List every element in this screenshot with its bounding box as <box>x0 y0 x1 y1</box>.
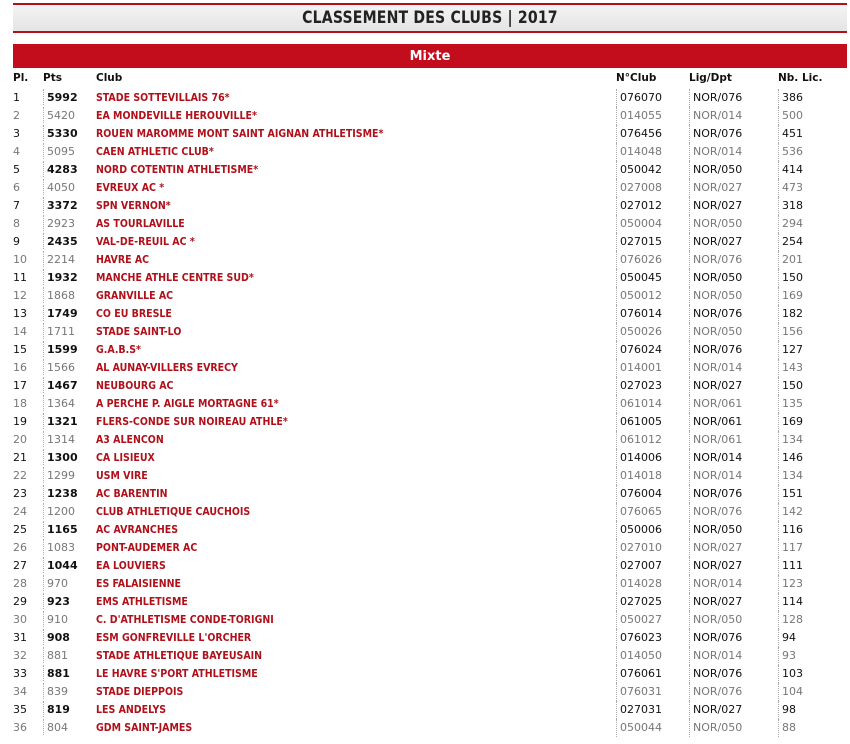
points-cell: 1566 <box>43 359 75 375</box>
points-cell: 5095 <box>43 143 75 159</box>
club-link[interactable]: PONT-AUDEMER AC <box>96 542 198 554</box>
table-row <box>0 395 850 413</box>
club-link[interactable]: EA MONDEVILLE HEROUVILLE* <box>96 110 257 122</box>
rank-cell: 10 <box>13 253 27 266</box>
rank-cell: 26 <box>13 541 27 554</box>
points-cell: 5992 <box>43 89 78 105</box>
header-nb: Nb. Lic. <box>778 72 823 84</box>
rank-cell: 24 <box>13 505 27 518</box>
rank-cell: 3 <box>13 127 20 140</box>
club-link[interactable]: USM VIRE <box>96 470 148 482</box>
rank-cell: 35 <box>13 703 27 716</box>
table-row <box>0 485 850 503</box>
league-dept-cell: NOR/061 <box>689 431 742 449</box>
licence-count-cell: 114 <box>778 593 803 611</box>
points-cell: 1599 <box>43 341 78 357</box>
club-number-cell: 076023 <box>616 629 662 647</box>
points-cell: 881 <box>43 665 70 681</box>
club-link[interactable]: MANCHE ATHLE CENTRE SUD* <box>96 272 254 284</box>
points-cell: 1165 <box>43 521 78 537</box>
licence-count-cell: 104 <box>778 683 803 701</box>
club-link[interactable]: ROUEN MAROMME MONT SAINT AIGNAN ATHLETISME* <box>96 128 384 140</box>
league-dept-cell: NOR/027 <box>689 701 742 719</box>
table-row <box>0 593 850 611</box>
licence-count-cell: 151 <box>778 485 803 503</box>
table-row <box>0 665 850 683</box>
league-dept-cell: NOR/076 <box>689 251 742 269</box>
league-dept-cell: NOR/050 <box>689 287 742 305</box>
club-link[interactable]: A3 ALENCON <box>96 434 164 446</box>
rank-cell: 17 <box>13 379 27 392</box>
club-link[interactable]: CO EU BRESLE <box>96 308 172 320</box>
table-row <box>0 503 850 521</box>
points-cell: 910 <box>43 611 68 627</box>
club-number-cell: 014048 <box>616 143 662 161</box>
table-row <box>0 107 850 125</box>
club-number-cell: 076004 <box>616 485 662 503</box>
club-number-cell: 076061 <box>616 665 662 683</box>
league-dept-cell: NOR/014 <box>689 107 742 125</box>
club-link[interactable]: LE HAVRE S'PORT ATHLETISME <box>96 668 258 680</box>
table-row <box>0 431 850 449</box>
club-link[interactable]: EVREUX AC * <box>96 182 165 194</box>
club-link[interactable]: C. D'ATHLETISME CONDE-TORIGNI <box>96 614 274 626</box>
table-row <box>0 413 850 431</box>
club-link[interactable]: EMS ATHLETISME <box>96 596 188 608</box>
points-cell: 4283 <box>43 161 78 177</box>
table-row <box>0 647 850 665</box>
league-dept-cell: NOR/076 <box>689 629 742 647</box>
league-dept-cell: NOR/050 <box>689 611 742 629</box>
points-cell: 5330 <box>43 125 78 141</box>
club-link[interactable]: LES ANDELYS <box>96 704 167 716</box>
points-cell: 1200 <box>43 503 75 519</box>
league-dept-cell: NOR/050 <box>689 521 742 539</box>
table-row <box>0 611 850 629</box>
licence-count-cell: 123 <box>778 575 803 593</box>
licence-count-cell: 98 <box>778 701 796 719</box>
club-number-cell: 076070 <box>616 89 662 107</box>
club-link[interactable]: HAVRE AC <box>96 254 150 266</box>
league-dept-cell: NOR/027 <box>689 557 742 575</box>
points-cell: 5420 <box>43 107 75 123</box>
club-link[interactable]: AC BARENTIN <box>96 488 168 500</box>
club-number-cell: 050026 <box>616 323 662 341</box>
rank-cell: 15 <box>13 343 27 356</box>
table-row <box>0 539 850 557</box>
points-cell: 1364 <box>43 395 75 411</box>
club-number-cell: 076014 <box>616 305 662 323</box>
league-dept-cell: NOR/076 <box>689 89 742 107</box>
club-number-cell: 050004 <box>616 215 662 233</box>
licence-count-cell: 500 <box>778 107 803 125</box>
points-cell: 1300 <box>43 449 78 465</box>
league-dept-cell: NOR/027 <box>689 377 742 395</box>
table-header <box>0 72 850 86</box>
club-link[interactable]: NORD COTENTIN ATHLETISME* <box>96 164 259 176</box>
club-link[interactable]: SPN VERNON* <box>96 200 171 212</box>
licence-count-cell: 117 <box>778 539 803 557</box>
club-link[interactable]: STADE SAINT-LO <box>96 326 182 338</box>
club-link[interactable]: CA LISIEUX <box>96 452 155 464</box>
league-dept-cell: NOR/076 <box>689 485 742 503</box>
licence-count-cell: 116 <box>778 521 803 539</box>
table-row <box>0 251 850 269</box>
league-dept-cell: NOR/050 <box>689 269 742 287</box>
header-club: Club <box>96 72 123 84</box>
licence-count-cell: 201 <box>778 251 803 269</box>
rank-cell: 27 <box>13 559 27 572</box>
licence-count-cell: 128 <box>778 611 803 629</box>
club-link[interactable]: ESM GONFREVILLE L'ORCHER <box>96 632 252 644</box>
points-cell: 1467 <box>43 377 78 393</box>
league-dept-cell: NOR/050 <box>689 719 742 737</box>
club-link[interactable]: STADE ATHLETIQUE BAYEUSAIN <box>96 650 263 662</box>
points-cell: 819 <box>43 701 70 717</box>
table-row <box>0 449 850 467</box>
points-cell: 970 <box>43 575 68 591</box>
table-row <box>0 161 850 179</box>
licence-count-cell: 111 <box>778 557 803 575</box>
league-dept-cell: NOR/050 <box>689 215 742 233</box>
table-row <box>0 359 850 377</box>
table-row <box>0 557 850 575</box>
licence-count-cell: 169 <box>778 413 803 431</box>
club-number-cell: 027015 <box>616 233 662 251</box>
club-number-cell: 027007 <box>616 557 662 575</box>
licence-count-cell: 134 <box>778 467 803 485</box>
licence-count-cell: 134 <box>778 431 803 449</box>
rank-cell: 9 <box>13 235 20 248</box>
licence-count-cell: 536 <box>778 143 803 161</box>
table-row <box>0 377 850 395</box>
table-row <box>0 683 850 701</box>
rank-cell: 2 <box>13 109 20 122</box>
club-number-cell: 050044 <box>616 719 662 737</box>
league-dept-cell: NOR/027 <box>689 593 742 611</box>
club-number-cell: 014018 <box>616 467 662 485</box>
league-dept-cell: NOR/061 <box>689 413 742 431</box>
rank-cell: 5 <box>13 163 20 176</box>
rank-cell: 12 <box>13 289 27 302</box>
points-cell: 804 <box>43 719 68 735</box>
club-number-cell: 027012 <box>616 197 662 215</box>
league-dept-cell: NOR/014 <box>689 449 742 467</box>
licence-count-cell: 294 <box>778 215 803 233</box>
club-number-cell: 050042 <box>616 161 662 179</box>
club-link[interactable]: STADE SOTTEVILLAIS 76* <box>96 92 230 104</box>
table-row <box>0 719 850 737</box>
licence-count-cell: 386 <box>778 89 803 107</box>
page-title-bar <box>13 3 847 33</box>
rank-cell: 21 <box>13 451 27 464</box>
club-number-cell: 076456 <box>616 125 662 143</box>
rank-cell: 31 <box>13 631 27 644</box>
league-dept-cell: NOR/076 <box>689 341 742 359</box>
table-row <box>0 629 850 647</box>
licence-count-cell: 143 <box>778 359 803 377</box>
header-pl: Pl. <box>13 72 29 84</box>
points-cell: 1321 <box>43 413 78 429</box>
points-cell: 1238 <box>43 485 78 501</box>
club-link[interactable]: AL AUNAY-VILLERS EVRECY <box>96 362 238 374</box>
club-link[interactable]: A PERCHE P. AIGLE MORTAGNE 61* <box>96 398 279 410</box>
club-link[interactable]: CLUB ATHLETIQUE CAUCHOIS <box>96 506 251 518</box>
table-row <box>0 125 850 143</box>
header-num: N°Club <box>616 72 657 84</box>
points-cell: 839 <box>43 683 68 699</box>
points-cell: 908 <box>43 629 70 645</box>
club-number-cell: 076031 <box>616 683 662 701</box>
league-dept-cell: NOR/050 <box>689 161 742 179</box>
licence-count-cell: 414 <box>778 161 803 179</box>
table-row <box>0 701 850 719</box>
rank-cell: 1 <box>13 91 20 104</box>
club-number-cell: 027010 <box>616 539 662 557</box>
club-number-cell: 050006 <box>616 521 662 539</box>
club-number-cell: 076024 <box>616 341 662 359</box>
header-lig: Lig/Dpt <box>689 72 732 84</box>
league-dept-cell: NOR/027 <box>689 539 742 557</box>
rank-cell: 28 <box>13 577 27 590</box>
club-number-cell: 027023 <box>616 377 662 395</box>
league-dept-cell: NOR/076 <box>689 125 742 143</box>
table-row <box>0 575 850 593</box>
points-cell: 1711 <box>43 323 75 339</box>
table-row <box>0 215 850 233</box>
club-number-cell: 050045 <box>616 269 662 287</box>
club-link[interactable]: NEUBOURG AC <box>96 380 174 392</box>
league-dept-cell: NOR/014 <box>689 647 742 665</box>
club-link[interactable]: AS TOURLAVILLE <box>96 218 185 230</box>
points-cell: 1044 <box>43 557 78 573</box>
header-pts: Pts <box>43 72 62 84</box>
table-row <box>0 467 850 485</box>
rank-cell: 11 <box>13 271 27 284</box>
points-cell: 2214 <box>43 251 75 267</box>
league-dept-cell: NOR/050 <box>689 323 742 341</box>
licence-count-cell: 146 <box>778 449 803 467</box>
licence-count-cell: 93 <box>778 647 796 665</box>
licence-count-cell: 127 <box>778 341 803 359</box>
rank-cell: 33 <box>13 667 27 680</box>
table-row <box>0 287 850 305</box>
league-dept-cell: NOR/076 <box>689 503 742 521</box>
licence-count-cell: 142 <box>778 503 803 521</box>
club-number-cell: 027008 <box>616 179 662 197</box>
points-cell: 4050 <box>43 179 75 195</box>
club-link[interactable]: EA LOUVIERS <box>96 560 166 572</box>
rank-cell: 25 <box>13 523 27 536</box>
club-link[interactable]: GDM SAINT-JAMES <box>96 722 193 734</box>
licence-count-cell: 103 <box>778 665 803 683</box>
league-dept-cell: NOR/027 <box>689 233 742 251</box>
rank-cell: 16 <box>13 361 27 374</box>
points-cell: 1749 <box>43 305 78 321</box>
table-row <box>0 197 850 215</box>
licence-count-cell: 473 <box>778 179 803 197</box>
ranking-table <box>0 89 850 737</box>
league-dept-cell: NOR/027 <box>689 197 742 215</box>
points-cell: 2435 <box>43 233 78 249</box>
points-cell: 1868 <box>43 287 75 303</box>
club-number-cell: 076026 <box>616 251 662 269</box>
licence-count-cell: 150 <box>778 377 803 395</box>
club-number-cell: 050012 <box>616 287 662 305</box>
points-cell: 1314 <box>43 431 75 447</box>
rank-cell: 7 <box>13 199 20 212</box>
rank-cell: 34 <box>13 685 27 698</box>
table-row <box>0 305 850 323</box>
club-number-cell: 050027 <box>616 611 662 629</box>
club-link[interactable]: FLERS-CONDE SUR NOIREAU ATHLE* <box>96 416 288 428</box>
table-row <box>0 341 850 359</box>
rank-cell: 36 <box>13 721 27 734</box>
points-cell: 881 <box>43 647 68 663</box>
club-number-cell: 076065 <box>616 503 662 521</box>
licence-count-cell: 150 <box>778 269 803 287</box>
section-band <box>13 44 847 68</box>
club-number-cell: 014001 <box>616 359 662 377</box>
club-number-cell: 027025 <box>616 593 662 611</box>
licence-count-cell: 318 <box>778 197 803 215</box>
points-cell: 2923 <box>43 215 75 231</box>
club-link[interactable]: G.A.B.S* <box>96 344 141 356</box>
table-row <box>0 521 850 539</box>
club-link[interactable]: ES FALAISIENNE <box>96 578 181 590</box>
points-cell: 3372 <box>43 197 78 213</box>
club-link[interactable]: VAL-DE-REUIL AC * <box>96 236 195 248</box>
table-row <box>0 323 850 341</box>
league-dept-cell: NOR/076 <box>689 665 742 683</box>
points-cell: 1083 <box>43 539 75 555</box>
club-number-cell: 014028 <box>616 575 662 593</box>
club-number-cell: 061014 <box>616 395 662 413</box>
league-dept-cell: NOR/014 <box>689 143 742 161</box>
rank-cell: 23 <box>13 487 27 500</box>
licence-count-cell: 156 <box>778 323 803 341</box>
points-cell: 1932 <box>43 269 78 285</box>
league-dept-cell: NOR/076 <box>689 683 742 701</box>
club-link[interactable]: GRANVILLE AC <box>96 290 174 302</box>
club-link[interactable]: CAEN ATHLETIC CLUB* <box>96 146 214 158</box>
licence-count-cell: 135 <box>778 395 803 413</box>
club-link[interactable]: STADE DIEPPOIS <box>96 686 184 698</box>
table-row <box>0 89 850 107</box>
club-number-cell: 014055 <box>616 107 662 125</box>
rank-cell: 32 <box>13 649 27 662</box>
club-number-cell: 061005 <box>616 413 662 431</box>
club-number-cell: 061012 <box>616 431 662 449</box>
licence-count-cell: 94 <box>778 629 796 647</box>
club-number-cell: 014050 <box>616 647 662 665</box>
league-dept-cell: NOR/027 <box>689 179 742 197</box>
table-row <box>0 233 850 251</box>
rank-cell: 22 <box>13 469 27 482</box>
section-title: Mixte <box>409 48 451 64</box>
rank-cell: 18 <box>13 397 27 410</box>
rank-cell: 4 <box>13 145 20 158</box>
page-title: CLASSEMENT DES CLUBS | 2017 <box>302 8 558 28</box>
rank-cell: 14 <box>13 325 27 338</box>
league-dept-cell: NOR/076 <box>689 305 742 323</box>
table-row <box>0 179 850 197</box>
rank-cell: 20 <box>13 433 27 446</box>
club-number-cell: 014006 <box>616 449 662 467</box>
rank-cell: 19 <box>13 415 27 428</box>
league-dept-cell: NOR/014 <box>689 467 742 485</box>
licence-count-cell: 88 <box>778 719 796 737</box>
rank-cell: 8 <box>13 217 20 230</box>
licence-count-cell: 169 <box>778 287 803 305</box>
rank-cell: 6 <box>13 181 20 194</box>
league-dept-cell: NOR/014 <box>689 359 742 377</box>
club-number-cell: 027031 <box>616 701 662 719</box>
licence-count-cell: 451 <box>778 125 803 143</box>
league-dept-cell: NOR/061 <box>689 395 742 413</box>
rank-cell: 29 <box>13 595 27 608</box>
points-cell: 1299 <box>43 467 75 483</box>
table-row <box>0 143 850 161</box>
rank-cell: 13 <box>13 307 27 320</box>
licence-count-cell: 182 <box>778 305 803 323</box>
table-row <box>0 269 850 287</box>
league-dept-cell: NOR/014 <box>689 575 742 593</box>
licence-count-cell: 254 <box>778 233 803 251</box>
club-link[interactable]: AC AVRANCHES <box>96 524 179 536</box>
rank-cell: 30 <box>13 613 27 626</box>
points-cell: 923 <box>43 593 70 609</box>
